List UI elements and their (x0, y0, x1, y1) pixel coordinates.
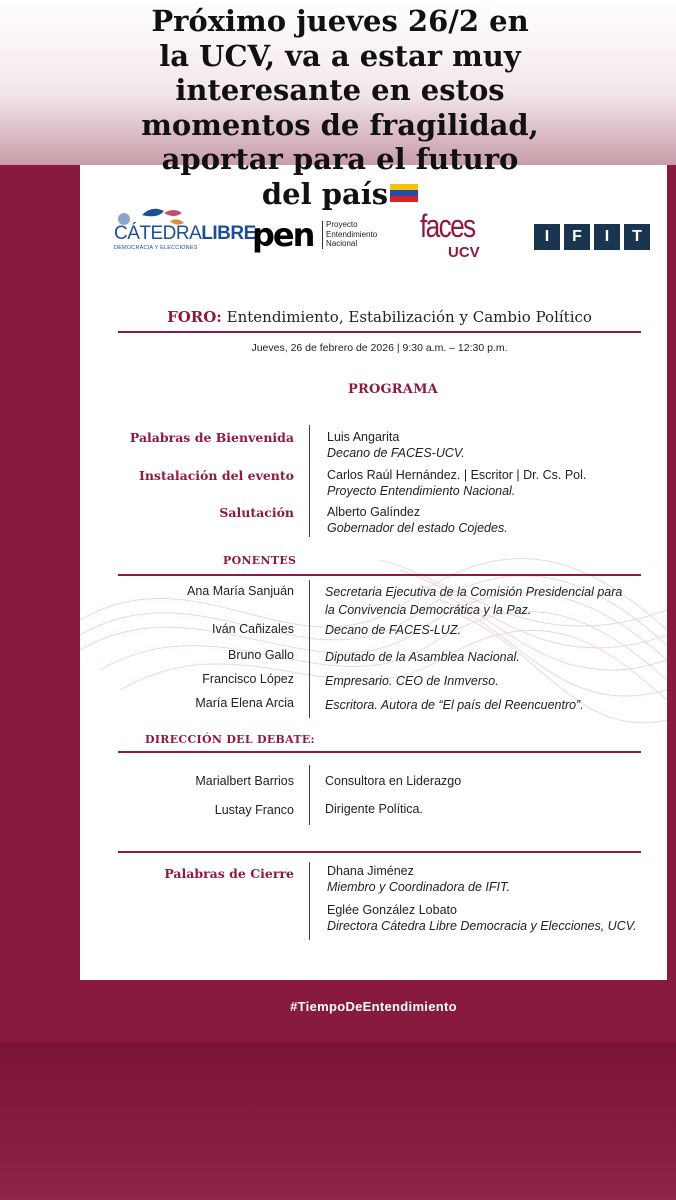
event-title (118, 308, 641, 326)
ponente-role: Escritora. Autora de “El país del Reencuentro”. (325, 698, 584, 712)
catedra-logo-text: CÁTEDRALIBRE (114, 223, 256, 244)
caption-line: momentos de fragilidad, (141, 107, 539, 142)
title-divider (118, 331, 641, 333)
ponente-name: María Elena Arcia (195, 696, 294, 710)
pen-logo-divider (322, 221, 323, 249)
debate-column-divider (309, 765, 310, 825)
ponente-role: Decano de FACES-LUZ. (325, 623, 461, 637)
ponente-name: Francisco López (202, 672, 294, 686)
faces-logo-text: faces (420, 208, 475, 244)
pen-logo-mark: pen (252, 216, 314, 254)
event-title-text: Entendimiento, Estabilización y Cambio Político (226, 308, 592, 326)
cierre-label: Palabras de Cierre (164, 866, 294, 881)
caption-line: la UCV, va a estar muy (159, 38, 521, 73)
ponente-role: Empresario. CEO de Inmverso. (325, 674, 499, 688)
catedra-logo-subtitle: DEMOCRACIA Y ELECCIONES (114, 245, 198, 251)
ifit-letter: I (594, 224, 620, 250)
foro-label: FORO: (167, 308, 222, 326)
bottom-background (0, 1042, 676, 1200)
ponente-name: Iván Cañizales (212, 622, 294, 636)
program-name: Carlos Raúl Hernández. | Escritor | Dr. Cs. Pol. (327, 468, 587, 482)
ponente-role: Secretaria Ejecutiva de la Comisión Presidencial para (325, 585, 623, 599)
program-role: Proyecto Entendimiento Nacional. (327, 484, 516, 498)
program-label: Palabras de Bienvenida (129, 430, 294, 445)
ponente-role-continued: la Convivencia Democrática y la Paz. (325, 603, 532, 617)
debate-role: Dirigente Política. (325, 802, 423, 816)
poster-card (80, 165, 667, 980)
caption-line: Próximo jueves 26/2 en (151, 4, 529, 38)
ponentes-heading: PONENTES (223, 554, 297, 567)
program-role: Decano de FACES-UCV. (327, 446, 465, 460)
debate-divider (118, 751, 641, 753)
debate-heading: DIRECCIÓN DEL DEBATE: (145, 733, 315, 746)
pen-logo-text: Proyecto Entendimiento Nacional (326, 220, 378, 248)
cierre-column-divider (309, 862, 310, 940)
cierre-name: Dhana Jiménez (327, 864, 414, 878)
ponente-name: Bruno Gallo (227, 648, 294, 662)
ifit-letter: F (564, 224, 590, 250)
debate-name: Lustay Franco (214, 803, 294, 817)
ifit-letter: T (624, 224, 650, 250)
ponentes-column-divider (309, 580, 310, 718)
cierre-divider (118, 851, 641, 853)
faces-ucv-logo (418, 210, 496, 262)
cierre-role: Miembro y Coordinadora de IFIT. (327, 880, 510, 894)
programa-heading: PROGRAMA (348, 382, 438, 397)
pen-logo (252, 215, 392, 257)
caption-line: del país (261, 176, 389, 211)
program-role: Gobernador del estado Cojedes. (327, 521, 508, 535)
caption-text (90, 4, 590, 211)
program-name: Luis Angarita (327, 430, 400, 444)
program-name: Alberto Galíndez (327, 505, 421, 519)
catedra-libre-logo (112, 205, 256, 257)
ponente-name: Ana María Sanjuán (186, 584, 294, 598)
venezuela-flag-icon (390, 184, 418, 202)
ifit-letter: I (534, 224, 560, 250)
program-label: Instalación del evento (139, 468, 294, 483)
ifit-logo (534, 224, 652, 250)
ponente-role: Diputado de la Asamblea Nacional. (325, 650, 520, 664)
debate-name: Marialbert Barrios (195, 774, 294, 788)
ucv-logo-text: UCV (448, 244, 480, 261)
program-divider (309, 425, 310, 537)
caption-line: aportar para el futuro (161, 142, 519, 176)
ponentes-divider (118, 574, 641, 576)
caption-line: interesante en estos (175, 73, 505, 107)
debate-role: Consultora en Liderazgo (325, 774, 462, 788)
event-date: Jueves, 26 de febrero de 2026 | 9:30 a.m. – 12:30 p.m. (251, 342, 508, 354)
cierre-role: Directora Cátedra Libre Democracia y Elecciones, UCV. (327, 919, 637, 933)
cierre-name: Eglée González Lobato (327, 903, 457, 917)
hashtag: #TiempoDeEntendimiento (290, 999, 457, 1014)
program-label: Salutación (219, 505, 294, 520)
